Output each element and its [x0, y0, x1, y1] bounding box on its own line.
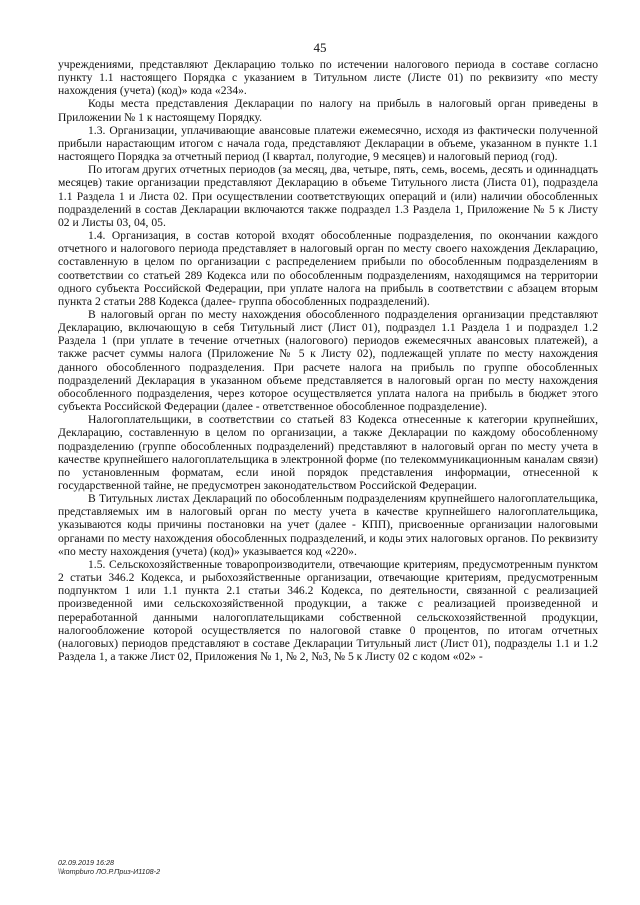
paragraph-1-4: 1.4. Организация, в состав которой входят обособленные подразделения, по окончании каждого отчетного и налогового периода представляет в налоговый орган по месту своего нахождения Декларацию, составленную в целом по организации с распределением прибыли по обособленным подразделениям в соответствии со статьей 289 Кодекса или по обособленным подразделениям, находящимся на территории одного субъекта Российской Федерации, при уплате налога на прибыль в соответствии с абзацем вторым пункта 2 статьи 288 Кодекса (далее- группа обособленных подразделений).: [58, 229, 598, 308]
paragraph-1-5: 1.5. Сельскохозяйственные товаропроизводители, отвечающие критериям, предусмотренным пунктом 2 статьи 346.2 Кодекса, и рыбохозяйственные организации, отвечающие критериям, предусмотренным подпунктом 1 или 1.1 пункта 2.1 статьи 346.2 Кодекса, по деятельности, связанной с реализацией произведенной ими сельскохозяйственной продукции, а также с реализацией произведенной и переработанной данными налогоплательщиками собственной сельскохозяйственной продукции, налогообложение которой осуществляется по налоговой ставке 0 процентов, по итогам отчетных (налоговых) периодов представляют в составе Декларации Титульный лист (Лист 01), подразделы 1.1 и 1.2 Раздела 1, а также Лист 02, Приложения № 1, № 2, №3, № 5 к Листу 02 с кодом «02» -: [58, 557, 598, 664]
paragraph-place-codes: Коды места представления Декларации по налогу на прибыль в налоговый орган приведены в Приложении № 1 к настоящему Порядку.: [58, 97, 598, 124]
footer-stamp: [58, 858, 160, 876]
paragraph-continuation: учреждениями, представляют Декларацию только по истечении налогового периода в составе согласно пункту 1.1 настоящего Порядка с указанием в Титульном листе (Листе 01) по реквизиту «по месту нахождения (учета) (код)» кода «234».: [58, 58, 598, 98]
page-number: 45: [313, 40, 327, 55]
paragraph-largest-taxpayers: Налогоплательщики, в соответствии со статьей 83 Кодекса отнесенные к категории крупнейших, Декларацию, составленную в целом по организации, а также Декларации по каждому обособленному подразделению (группе обособленных подразделений) представляют в налоговый орган по месту учета в качестве крупнейшего налогоплательщика в электронной форме (по телекоммуникационным каналам связи) по установленным форматам, если иной порядок представления информации, отнесенной к государственной тайне, не предусмотрен законодательством Российской Федерации.: [58, 413, 598, 492]
paragraph-title-sheets: В Титульных листах Деклараций по обособленным подразделениям крупнейшего налогоплательщика, представляемых им в налоговый орган по месту учета в качестве крупнейшего налогоплательщика, указываются коды причины постановки на учет (далее - КПП), присвоенные организации налоговыми органами по месту нахождения обособленных подразделений, и коды этих налоговых органов. По реквизиту «по месту нахождения (учета) (код)» указывается код «220».: [58, 492, 598, 558]
paragraph-separate-division: В налоговый орган по месту нахождения обособленного подразделения организации представляют Декларацию, включающую в себя Титульный лист (Лист 01), подраздел 1.1 Раздела 1 и подраздел 1.2 Раздела 1 (при уплате в течение отчетных (налогового) периодов ежемесячных авансовых платежей), а также расчет суммы налога (Приложение № 5 к Листу 02), подлежащей уплате по месту нахождения данного обособленного подразделения. При расчете налога на прибыль по группе обособленных подразделений Декларация в указанном объеме представляется в налоговый орган по месту нахождения обособленного подразделения, через которое осуществляется уплата налога на прибыль в бюджет этого субъекта Российской Федерации (далее - ответственное обособленное подразделение).: [58, 307, 598, 414]
footer-timestamp: 02.09.2019 16:28: [58, 858, 114, 867]
document-body: [58, 58, 598, 663]
paragraph-other-periods: По итогам других отчетных периодов (за месяц, два, четыре, пять, семь, восемь, десять и одиннадцать месяцев) такие организации представляют Декларацию в объеме Титульного листа (Листа 01), подраздела 1.1 Раздела 1 и Листа 02. При осуществлении соответствующих операций и (или) наличии обособленных подразделений в состав Декларации включаются также подраздел 1.3 Раздела 1, Приложение № 5 к Листу 02 и Листы 03, 04, 05.: [58, 163, 598, 229]
paragraph-1-3: 1.3. Организации, уплачивающие авансовые платежи ежемесячно, исходя из фактически полученной прибыли нарастающим итогом с начала года, представляют Декларации в объеме, указанном в пункте 1.1 настоящего Порядка за отчетный период (I квартал, полугодие, 9 месяцев) и налоговый период (год).: [58, 123, 598, 164]
footer-file-path: \\kompburo ЛО.Р.Приз-И1108-2: [58, 867, 161, 876]
